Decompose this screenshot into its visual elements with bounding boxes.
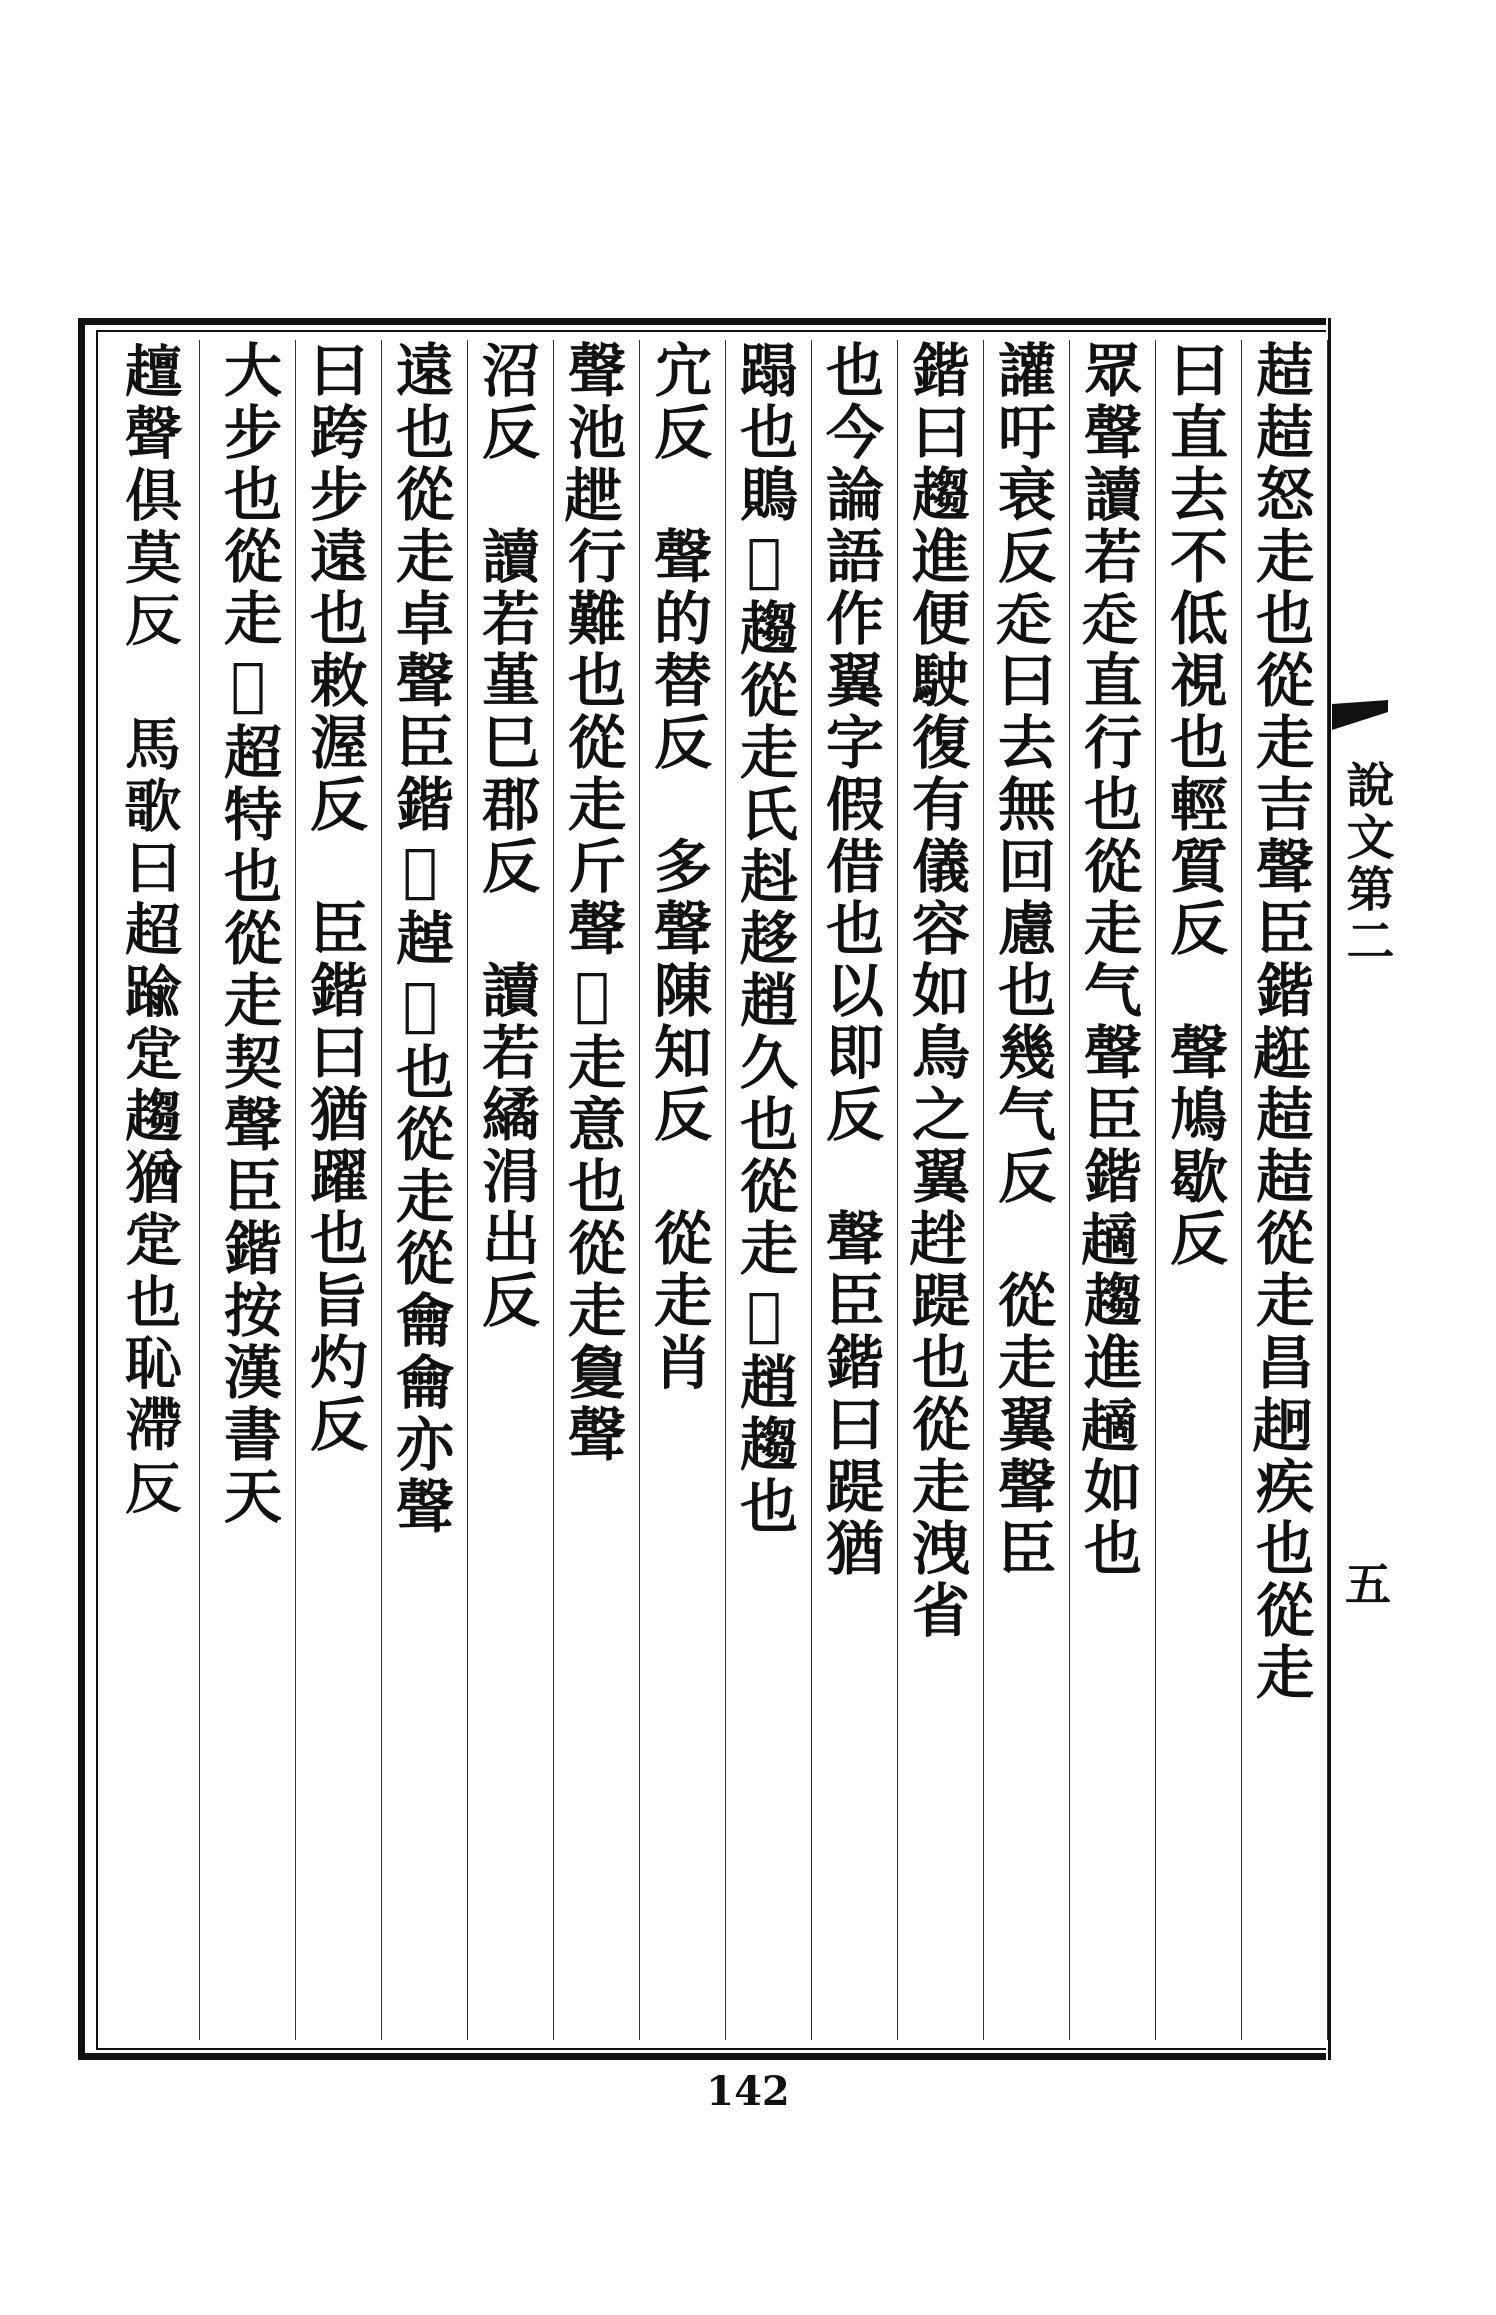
column-text: 沼反 讀若堇巳郡反 讀若繘涓出反 bbox=[472, 340, 540, 1332]
column-text: 宂反 聲的替反 多聲陳知反 從走肖 bbox=[644, 340, 712, 1394]
column-text: 聲池𧺿行難也從走斤聲𧾈走意也從走敻聲 bbox=[558, 340, 626, 1466]
text-column-3 bbox=[1060, 340, 1156, 2040]
column-text: 鍇曰趨進便駛復有儀容如鳥之翼𧺾踶也從走洩省 bbox=[902, 340, 970, 1642]
column-text: 遠也從走卓聲臣鍇𧾞趠𧾞也從走從龠龠亦聲 bbox=[386, 340, 454, 1538]
text-column-10 bbox=[458, 340, 554, 2040]
page-number: 142 bbox=[706, 2068, 790, 2115]
text-column-5 bbox=[888, 340, 984, 2040]
text-column-14 bbox=[104, 340, 200, 2040]
column-text: 𧾍聲俱莫反 馬歌曰超踰䟫趨猶䟫也恥滯反 bbox=[118, 340, 186, 1518]
text-column-4 bbox=[974, 340, 1070, 2040]
text-column-12 bbox=[286, 340, 382, 2040]
text-column-6 bbox=[802, 340, 898, 2040]
column-text: 大步也從走𧺑超特也從走契聲臣鍇按漢書天 bbox=[214, 340, 282, 1528]
text-column-13 bbox=[200, 340, 296, 2040]
column-text: 眾聲讀若𧺆直行也從走气聲臣鍇𧽦趨進𧽦如也 bbox=[1074, 340, 1142, 1580]
column-text: 也今論語作翼字假借也以即反 聲臣鍇曰踶猶 bbox=[816, 340, 884, 1580]
margin-title: 說文第二 bbox=[1338, 760, 1394, 968]
margin-band bbox=[1328, 318, 1394, 2060]
text-column-9 bbox=[544, 340, 640, 2040]
column-text: 曰跨步遠也敕渥反 臣鍇曰猶躍也旨灼反 bbox=[300, 340, 368, 1456]
margin-leaf-number: 五 bbox=[1338, 1560, 1392, 1606]
column-text: 讙吁衰反𧺆曰去無回慮也幾气反 從走翼聲臣 bbox=[988, 340, 1056, 1580]
column-text: 曰直去不低視也輕質反 聲鳩歇反 bbox=[1160, 340, 1228, 1270]
text-column-2 bbox=[1146, 340, 1242, 2040]
text-column-7 bbox=[716, 340, 812, 2040]
column-text: 趌趌怒走也從走吉聲臣鍇𧻺趌趌從走昌𧺸疾也從走 bbox=[1246, 340, 1314, 1704]
text-column-8 bbox=[630, 340, 726, 2040]
text-column-11 bbox=[372, 340, 468, 2040]
fishtail-mark bbox=[1332, 700, 1388, 740]
text-column-1 bbox=[1232, 340, 1328, 2040]
column-text: 蹋也鵙𧺳趨從走氏𧺯趍趙久也從走𧽺趙趨也 bbox=[730, 340, 798, 1538]
